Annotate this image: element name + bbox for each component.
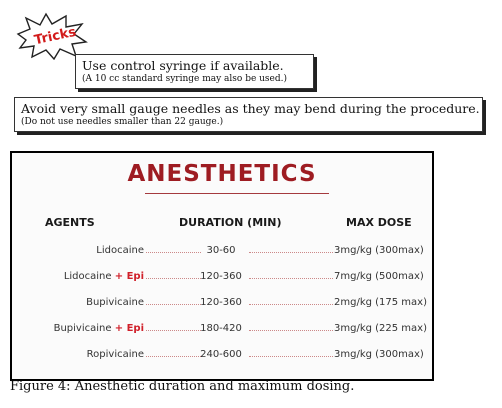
table-row bbox=[12, 269, 432, 285]
table-row bbox=[12, 295, 432, 311]
tricks-badge bbox=[14, 12, 88, 60]
duration-cell: 240-600 bbox=[200, 349, 242, 360]
leader-dots bbox=[249, 330, 333, 331]
leader-dots bbox=[146, 356, 201, 357]
table-row bbox=[12, 347, 432, 363]
agent-cell bbox=[54, 321, 144, 337]
figure-caption: Figure 4: Anesthetic duration and maximum dosing. bbox=[10, 379, 355, 394]
table-row bbox=[12, 321, 432, 337]
agent-cell bbox=[87, 347, 144, 363]
tip-main-text: Avoid very small gauge needles as they may bend during the procedure. bbox=[21, 101, 480, 116]
tip-main-text: Use control syringe if available. bbox=[82, 58, 284, 73]
panel-title: ANESTHETICS bbox=[127, 161, 317, 187]
agent-cell bbox=[96, 243, 144, 259]
tip-box-needles bbox=[14, 97, 483, 132]
agent-name: Lidocaine bbox=[96, 245, 144, 256]
header-max-dose: MAX DOSE bbox=[346, 216, 412, 229]
leader-dots bbox=[249, 252, 333, 253]
max-dose-cell: 2mg/kg (175 max) bbox=[334, 297, 427, 308]
agent-name: Ropivicaine bbox=[86, 349, 144, 360]
anesthetics-panel bbox=[10, 151, 434, 381]
epi-label: + Epi bbox=[114, 323, 144, 334]
agent-name: Bupivicaine bbox=[86, 297, 144, 308]
tip-box-syringe bbox=[75, 54, 314, 89]
title-divider bbox=[145, 193, 329, 194]
epi-label: + Epi bbox=[114, 271, 144, 282]
leader-dots bbox=[146, 330, 201, 331]
duration-cell: 30-60 bbox=[206, 245, 236, 256]
header-agents: AGENTS bbox=[45, 216, 95, 229]
leader-dots bbox=[249, 278, 333, 279]
max-dose-cell: 3mg/kg (300max) bbox=[334, 245, 424, 256]
agent-name: Bupivicaine bbox=[53, 323, 112, 334]
agent-name: Lidocaine bbox=[63, 271, 112, 282]
duration-cell: 180-420 bbox=[200, 323, 242, 334]
max-dose-cell: 7mg/kg (500max) bbox=[334, 271, 424, 282]
leader-dots bbox=[249, 356, 333, 357]
leader-dots bbox=[146, 304, 201, 305]
duration-cell: 120-360 bbox=[200, 297, 242, 308]
duration-cell: 120-360 bbox=[200, 271, 242, 282]
tip-sub-text: (Do not use needles smaller than 22 gauge.) bbox=[21, 117, 224, 127]
max-dose-cell: 3mg/kg (225 max) bbox=[334, 323, 427, 334]
tip-sub-text: (A 10 cc standard syringe may also be used.) bbox=[82, 74, 288, 84]
agent-cell bbox=[86, 295, 144, 311]
table-row bbox=[12, 243, 432, 259]
tricks-label: Tricks bbox=[32, 24, 78, 49]
leader-dots bbox=[146, 278, 201, 279]
header-duration: DURATION (MIN) bbox=[179, 216, 282, 229]
leader-dots bbox=[146, 252, 201, 253]
leader-dots bbox=[249, 304, 333, 305]
max-dose-cell: 3mg/kg (300max) bbox=[334, 349, 424, 360]
agent-cell bbox=[64, 269, 144, 285]
